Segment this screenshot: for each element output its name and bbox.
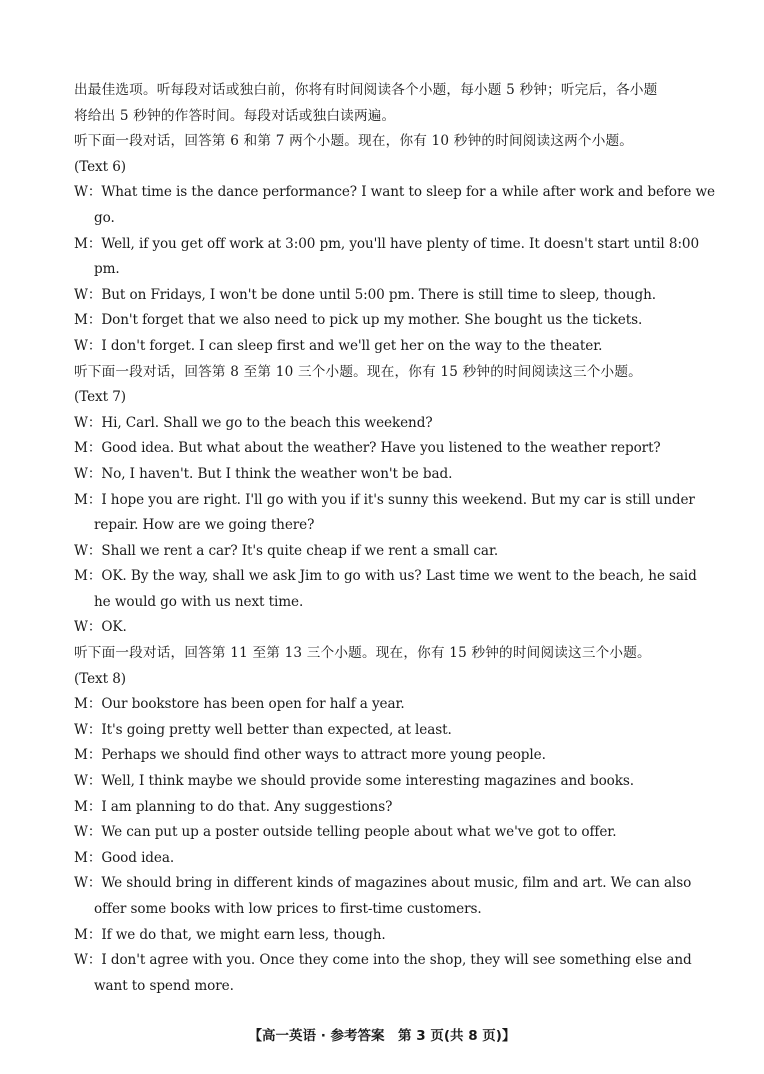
dialogue-line: W：Hi, Carl. Shall we go to the beach this weekend?: [74, 414, 433, 431]
page-footer: 【高一英语 · 参考答案 第 3 页(共 8 页)】: [248, 1028, 516, 1044]
instruction-line: 出最佳选项。听每段对话或独白前，你将有时间阅读各个小题，每小题 5 秒钟；听完后，各小题: [74, 82, 658, 98]
dialogue-line: W：No, I haven't. But I think the weather won't be bad.: [74, 465, 453, 482]
instruction-line: 听下面一段对话，回答第 11 至第 13 三个小题。现在，你有 15 秒钟的时间阅读这三个小题。: [74, 645, 651, 662]
dialogue-line: M：Our bookstore has been open for half a year.: [74, 696, 405, 713]
dialogue-line: M：I am planning to do that. Any suggestions?: [74, 798, 393, 815]
text-label: (Text 6): [74, 158, 126, 175]
dialogue-line: M：Good idea.: [74, 849, 175, 866]
dialogue-line: W：We can put up a poster outside telling people about what we've got to offer.: [74, 824, 617, 841]
dialogue-line: M：If we do that, we might earn less, though.: [74, 926, 386, 943]
dialogue-line: M：Good idea. But what about the weather? Have you listened to the weather report?: [74, 440, 661, 457]
dialogue-line: M：OK. By the way, shall we ask Jim to go with us? Last time we went to the beach, he said: [74, 568, 697, 585]
instruction-line: 将给出 5 秒钟的作答时间。每段对话或独白读两遍。: [74, 107, 396, 124]
dialogue-line: W：But on Fridays, I won't be done until 5:00 pm. There is still time to sleep, though.: [74, 286, 656, 303]
dialogue-line: W：I don't forget. I can sleep first and we'll get her on the way to the theater.: [74, 337, 603, 354]
dialogue-line: W：Well, I think maybe we should provide some interesting magazines and books.: [74, 773, 634, 790]
document-body: [74, 78, 716, 999]
instruction-line: 听下面一段对话，回答第 6 和第 7 两个小题。现在，你有 10 秒钟的时间阅读这两个小题。: [74, 133, 634, 150]
dialogue-line: M：I hope you are right. I'll go with you if it's sunny this weekend. But my car is still under: [74, 491, 695, 508]
text-label: (Text 7): [74, 389, 126, 406]
dialogue-line: W：We should bring in different kinds of magazines about music, film and art. We can also: [74, 875, 692, 892]
dialogue-line: W：I don't agree with you. Once they come into the shop, they will see something else and: [74, 952, 692, 969]
dialogue-line: offer some books with low prices to first-time customers.: [94, 901, 482, 917]
instruction-line: 听下面一段对话，回答第 8 至第 10 三个小题。现在，你有 15 秒钟的时间阅读这三个小题。: [74, 363, 642, 380]
dialogue-line: M：Well, if you get off work at 3:00 pm, you'll have plenty of time. It doesn't start until 8:00: [74, 235, 700, 252]
dialogue-line: W：OK.: [74, 619, 127, 636]
dialogue-line: W：It's going pretty well better than expected, at least.: [74, 721, 452, 738]
dialogue-line: want to spend more.: [94, 977, 234, 994]
dialogue-line: W：Shall we rent a car? It's quite cheap if we rent a small car.: [74, 542, 499, 559]
dialogue-line: W：What time is the dance performance? I want to sleep for a while after work and before we: [74, 184, 716, 201]
dialogue-line: M：Perhaps we should find other ways to attract more young people.: [74, 747, 546, 764]
dialogue-line: he would go with us next time.: [94, 593, 304, 610]
dialogue-line: pm.: [94, 261, 120, 278]
dialogue-line: repair. How are we going there?: [94, 517, 315, 534]
dialogue-line: go.: [94, 209, 115, 226]
dialogue-line: M：Don't forget that we also need to pick up my mother. She bought us the tickets.: [74, 312, 643, 329]
text-label: (Text 8): [74, 670, 126, 687]
